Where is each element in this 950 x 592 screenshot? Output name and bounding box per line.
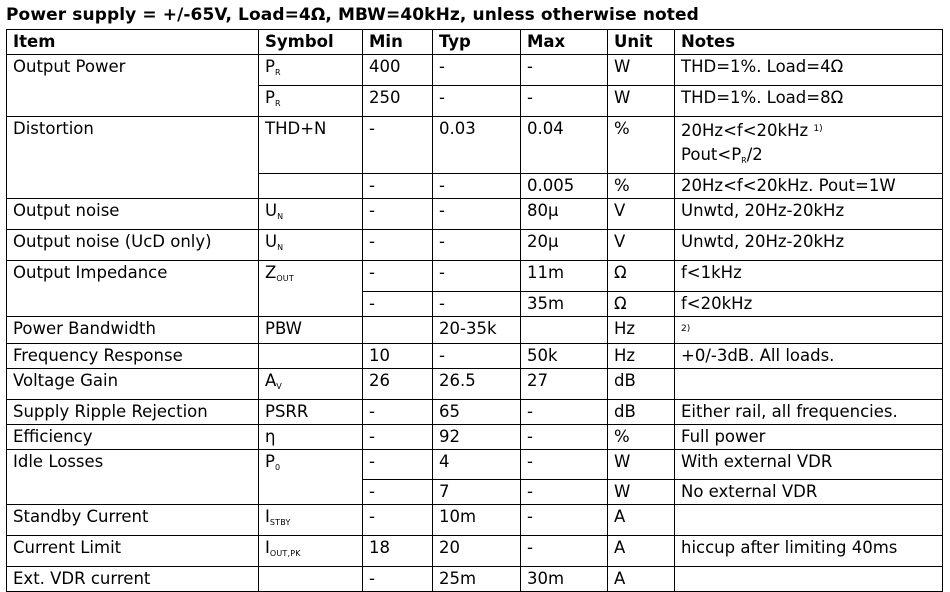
max-cell: 30m: [521, 567, 608, 592]
symbol-cell: $Z_{OUT}$: [259, 261, 363, 292]
table-row: [7, 316, 943, 343]
max-cell: 80μ: [521, 199, 608, 230]
typ-cell: -: [433, 261, 521, 292]
notes-cell: +0/-3dB. All loads.: [675, 343, 943, 368]
unit-cell: W: [608, 55, 675, 86]
table-row: [7, 199, 943, 230]
symbol-cell: [259, 567, 363, 592]
unit-cell: dB: [608, 399, 675, 424]
min-cell: 26: [363, 368, 433, 399]
header-item: Item: [7, 30, 259, 55]
typ-cell: -: [433, 174, 521, 199]
unit-cell: %: [608, 174, 675, 199]
item-cell: Efficiency: [7, 424, 259, 449]
header-max: Max: [521, 30, 608, 55]
notes-cell: [675, 505, 943, 536]
table-row: [7, 343, 943, 368]
min-cell: -: [363, 567, 433, 592]
min-cell: 10: [363, 343, 433, 368]
item-cell: Supply Ripple Rejection: [7, 399, 259, 424]
min-cell: 250: [363, 86, 433, 117]
max-cell: 0.005: [521, 174, 608, 199]
max-cell: -: [521, 536, 608, 567]
symbol-cell: PBW: [259, 316, 363, 343]
table-row: [7, 424, 943, 449]
notes-cell: Full power: [675, 424, 943, 449]
notes-cell: [675, 368, 943, 399]
item-cell: Standby Current: [7, 505, 259, 536]
spec-table: [6, 29, 943, 592]
item-cell: Voltage Gain: [7, 368, 259, 399]
symbol-cell: $A_V$: [259, 368, 363, 399]
notes-cell: THD=1%. Load=8Ω: [675, 86, 943, 117]
max-cell: 50k: [521, 343, 608, 368]
notes-cell: f<20kHz: [675, 291, 943, 316]
typ-cell: -: [433, 199, 521, 230]
min-cell: -: [363, 480, 433, 505]
unit-cell: Hz: [608, 343, 675, 368]
min-cell: 18: [363, 536, 433, 567]
item-cell: Output noise (UcD only): [7, 230, 259, 261]
typ-cell: 65: [433, 399, 521, 424]
unit-cell: W: [608, 449, 675, 480]
min-cell: [363, 316, 433, 343]
typ-cell: 7: [433, 480, 521, 505]
max-cell: -: [521, 505, 608, 536]
unit-cell: A: [608, 505, 675, 536]
notes-cell: Either rail, all frequencies.: [675, 399, 943, 424]
typ-cell: -: [433, 343, 521, 368]
notes-cell: No external VDR: [675, 480, 943, 505]
item-cell: Output Impedance: [7, 261, 259, 317]
unit-cell: W: [608, 480, 675, 505]
table-title: Power supply = +/-65V, Load=4Ω, MBW=40kHz, unless otherwise noted: [6, 5, 699, 25]
typ-cell: 4: [433, 449, 521, 480]
item-cell: Idle Losses: [7, 449, 259, 505]
table-row: [7, 368, 943, 399]
typ-cell: -: [433, 86, 521, 117]
symbol-cell: [259, 343, 363, 368]
max-cell: -: [521, 55, 608, 86]
notes-cell: f<1kHz: [675, 261, 943, 292]
symbol-cell: [259, 174, 363, 199]
max-cell: 27: [521, 368, 608, 399]
table-row: [7, 449, 943, 480]
unit-cell: A: [608, 536, 675, 567]
max-cell: 11m: [521, 261, 608, 292]
min-cell: -: [363, 199, 433, 230]
typ-cell: -: [433, 230, 521, 261]
typ-cell: 20-35k: [433, 316, 521, 343]
typ-cell: 92: [433, 424, 521, 449]
table-row: [7, 505, 943, 536]
symbol-cell: $P_R$: [259, 86, 363, 117]
typ-cell: 0.03: [433, 117, 521, 174]
symbol-cell: η: [259, 424, 363, 449]
typ-cell: 20: [433, 536, 521, 567]
symbol-cell: $U_N$: [259, 199, 363, 230]
typ-cell: -: [433, 291, 521, 316]
min-cell: -: [363, 230, 433, 261]
symbol-cell: [259, 480, 363, 505]
item-cell: Ext. VDR current: [7, 567, 259, 592]
notes-cell: Unwtd, 20Hz-20kHz: [675, 230, 943, 261]
max-cell: 0.04: [521, 117, 608, 174]
max-cell: -: [521, 480, 608, 505]
symbol-cell: PSRR: [259, 399, 363, 424]
min-cell: -: [363, 291, 433, 316]
max-cell: 20μ: [521, 230, 608, 261]
table-row: [7, 399, 943, 424]
min-cell: -: [363, 449, 433, 480]
notes-cell: 20Hz<f<20kHz $^{1)}$ $Pout<P_R/2$: [675, 117, 943, 174]
symbol-cell: $I_{OUT,PK}$: [259, 536, 363, 567]
unit-cell: %: [608, 117, 675, 174]
min-cell: -: [363, 174, 433, 199]
unit-cell: Ω: [608, 261, 675, 292]
symbol-cell: [259, 291, 363, 316]
typ-cell: 25m: [433, 567, 521, 592]
symbol-cell: $P_R$: [259, 55, 363, 86]
max-cell: -: [521, 399, 608, 424]
symbol-cell: THD+N: [259, 117, 363, 174]
notes-cell: hiccup after limiting 40ms: [675, 536, 943, 567]
table-row: [7, 230, 943, 261]
min-cell: -: [363, 424, 433, 449]
notes-cell: With external VDR: [675, 449, 943, 480]
table-row: [7, 536, 943, 567]
unit-cell: A: [608, 567, 675, 592]
item-cell: Power Bandwidth: [7, 316, 259, 343]
unit-cell: V: [608, 230, 675, 261]
item-cell: Frequency Response: [7, 343, 259, 368]
max-cell: -: [521, 449, 608, 480]
notes-cell: Unwtd, 20Hz-20kHz: [675, 199, 943, 230]
table-row: [7, 55, 943, 86]
symbol-cell: $I_{STBY}$: [259, 505, 363, 536]
max-cell: -: [521, 424, 608, 449]
item-cell: Output Power: [7, 55, 259, 117]
min-cell: -: [363, 261, 433, 292]
table-row: [7, 567, 943, 592]
item-cell: Output noise: [7, 199, 259, 230]
symbol-cell: $U_N$: [259, 230, 363, 261]
unit-cell: Ω: [608, 291, 675, 316]
header-min: Min: [363, 30, 433, 55]
typ-cell: 26.5: [433, 368, 521, 399]
symbol-cell: $P_0$: [259, 449, 363, 480]
max-cell: 35m: [521, 291, 608, 316]
item-cell: Current Limit: [7, 536, 259, 567]
min-cell: 400: [363, 55, 433, 86]
header-symbol: Symbol: [259, 30, 363, 55]
max-cell: [521, 316, 608, 343]
item-cell: Distortion: [7, 117, 259, 199]
table-row: [7, 261, 943, 292]
max-cell: -: [521, 86, 608, 117]
header-row: [7, 30, 943, 55]
typ-cell: -: [433, 55, 521, 86]
min-cell: -: [363, 505, 433, 536]
unit-cell: W: [608, 86, 675, 117]
header-unit: Unit: [608, 30, 675, 55]
header-typ: Typ: [433, 30, 521, 55]
unit-cell: V: [608, 199, 675, 230]
min-cell: -: [363, 117, 433, 174]
notes-cell: THD=1%. Load=4Ω: [675, 55, 943, 86]
notes-cell: [675, 567, 943, 592]
unit-cell: dB: [608, 368, 675, 399]
header-notes: Notes: [675, 30, 943, 55]
unit-cell: %: [608, 424, 675, 449]
typ-cell: 10m: [433, 505, 521, 536]
table-row: [7, 117, 943, 174]
min-cell: -: [363, 399, 433, 424]
notes-cell: 2): [675, 316, 943, 343]
notes-cell: 20Hz<f<20kHz. Pout=1W: [675, 174, 943, 199]
unit-cell: Hz: [608, 316, 675, 343]
